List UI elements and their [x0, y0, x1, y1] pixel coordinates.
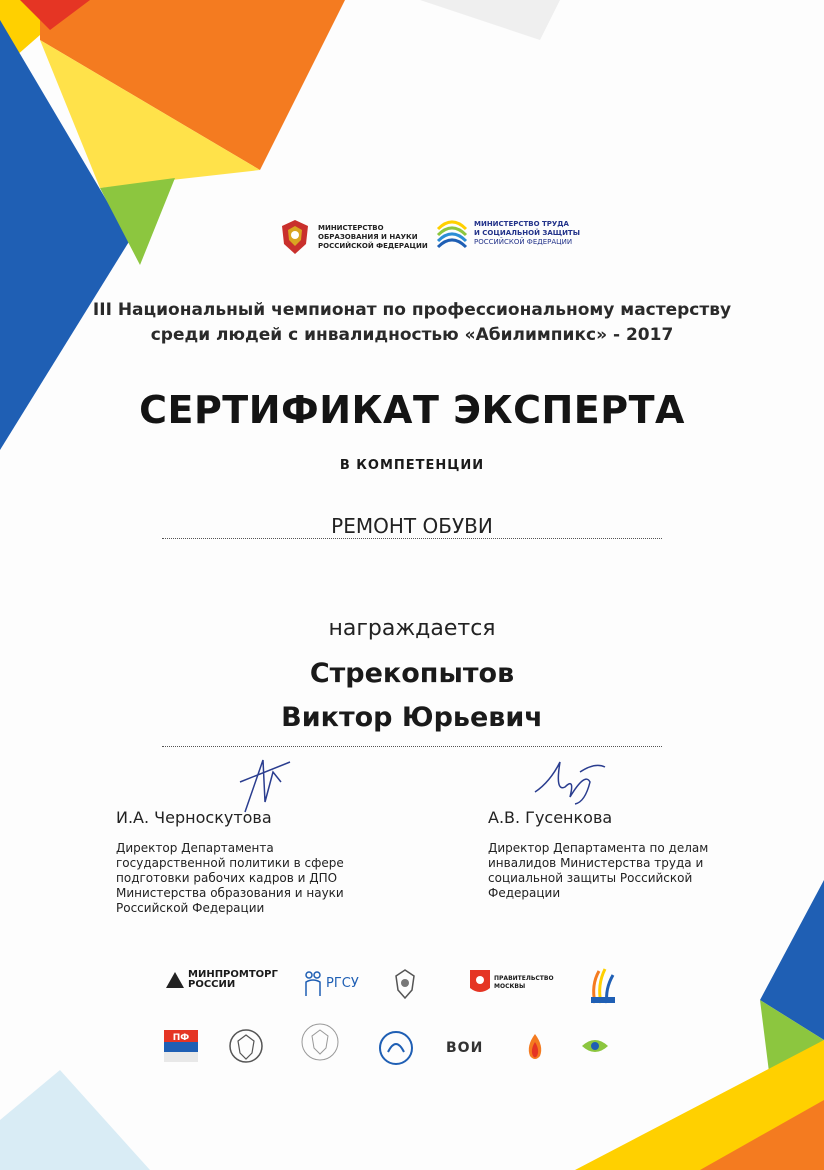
coat-of-arms-icon	[278, 218, 312, 256]
competence-underline	[162, 538, 662, 539]
recipient-surname: Стрекопытов	[309, 658, 515, 689]
championship-heading	[0, 298, 824, 348]
ministry-culture-logo	[298, 1020, 342, 1064]
abilympics-logo	[586, 964, 620, 1006]
certificate-title: СЕРТИФИКАТ ЭКСПЕРТА	[139, 388, 685, 432]
rgsu-icon	[303, 970, 323, 996]
labor-ministry-name: МИНИСТЕРСТВО ТРУДА И СОЦИАЛЬНОЙ ЗАЩИТЫ РОССИЙСКОЙ ФЕДЕРАЦИИ	[474, 219, 580, 246]
signatory-2-description: Директор Департамента по делам инвалидов Министерства труда и социальной защиты Российской Федерации	[488, 841, 709, 900]
deco-lightblue-left	[0, 1070, 150, 1170]
signatory-2	[488, 808, 708, 901]
moscow-coat-of-arms-icon	[470, 970, 490, 996]
voi-logo: ВОИ	[446, 1040, 484, 1056]
eye-icon	[580, 1034, 610, 1058]
eagle-seal-icon	[228, 1027, 264, 1065]
competence-label: В КОМПЕТЕНЦИИ	[339, 458, 485, 473]
moscow-government-logo: ПРАВИТЕЛЬСТВО МОСКВЫ	[470, 970, 554, 996]
deco-light-corner	[420, 0, 560, 40]
svg-text:ПФ: ПФ	[172, 1033, 190, 1043]
eagle-emblem-icon	[392, 968, 418, 1002]
flame-logo	[524, 1032, 546, 1064]
awarded-label: награждается	[328, 616, 496, 641]
signatory-1	[116, 808, 344, 916]
green-eye-logo	[580, 1034, 610, 1058]
blue-circle-logo	[378, 1030, 414, 1066]
culture-emblem-icon	[298, 1020, 342, 1064]
emblem-2-logo	[228, 1027, 264, 1065]
signatory-1-name: И.А. Черноскутова	[116, 808, 272, 827]
recipient-underline	[162, 746, 662, 747]
labor-ministry-logo	[436, 217, 580, 249]
pension-fund-logo	[164, 1030, 198, 1062]
minpromtorg-logo: МИНПРОМТОРГ РОССИИ	[166, 970, 278, 990]
ministry-sport-logo	[390, 964, 420, 1006]
rgsu-logo: РГСУ	[303, 970, 359, 996]
abilympics-icon	[587, 965, 619, 1005]
blue-circle-icon	[378, 1030, 414, 1066]
minpromtorg-icon	[166, 972, 184, 988]
edu-ministry-name: МИНИСТЕРСТВО ОБРАЗОВАНИЯ И НАУКИ РОССИЙСКОЙ ФЕДЕРАЦИИ	[318, 223, 428, 250]
labor-ministry-emblem-icon	[436, 217, 468, 249]
edu-ministry-logo	[278, 218, 428, 256]
heading-line-1: III Национальный чемпионат по профессиональному мастерству	[92, 300, 732, 320]
recipient-given-names: Виктор Юрьевич	[281, 702, 543, 733]
signatory-1-description: Директор Департамента государственной политики в сфере подготовки рабочих кадров и ДПО Министерства образования и науки Российской Федерации	[116, 841, 344, 915]
signatory-2-name: А.В. Гусенкова	[488, 808, 613, 827]
signature-2-icon	[530, 752, 610, 812]
heading-line-2: среди людей с инвалидностью «Абилимпикс» - 2017	[150, 325, 674, 345]
pension-fund-icon	[164, 1030, 198, 1062]
competence-value: РЕМОНТ ОБУВИ	[331, 514, 493, 538]
flame-icon	[524, 1032, 546, 1064]
